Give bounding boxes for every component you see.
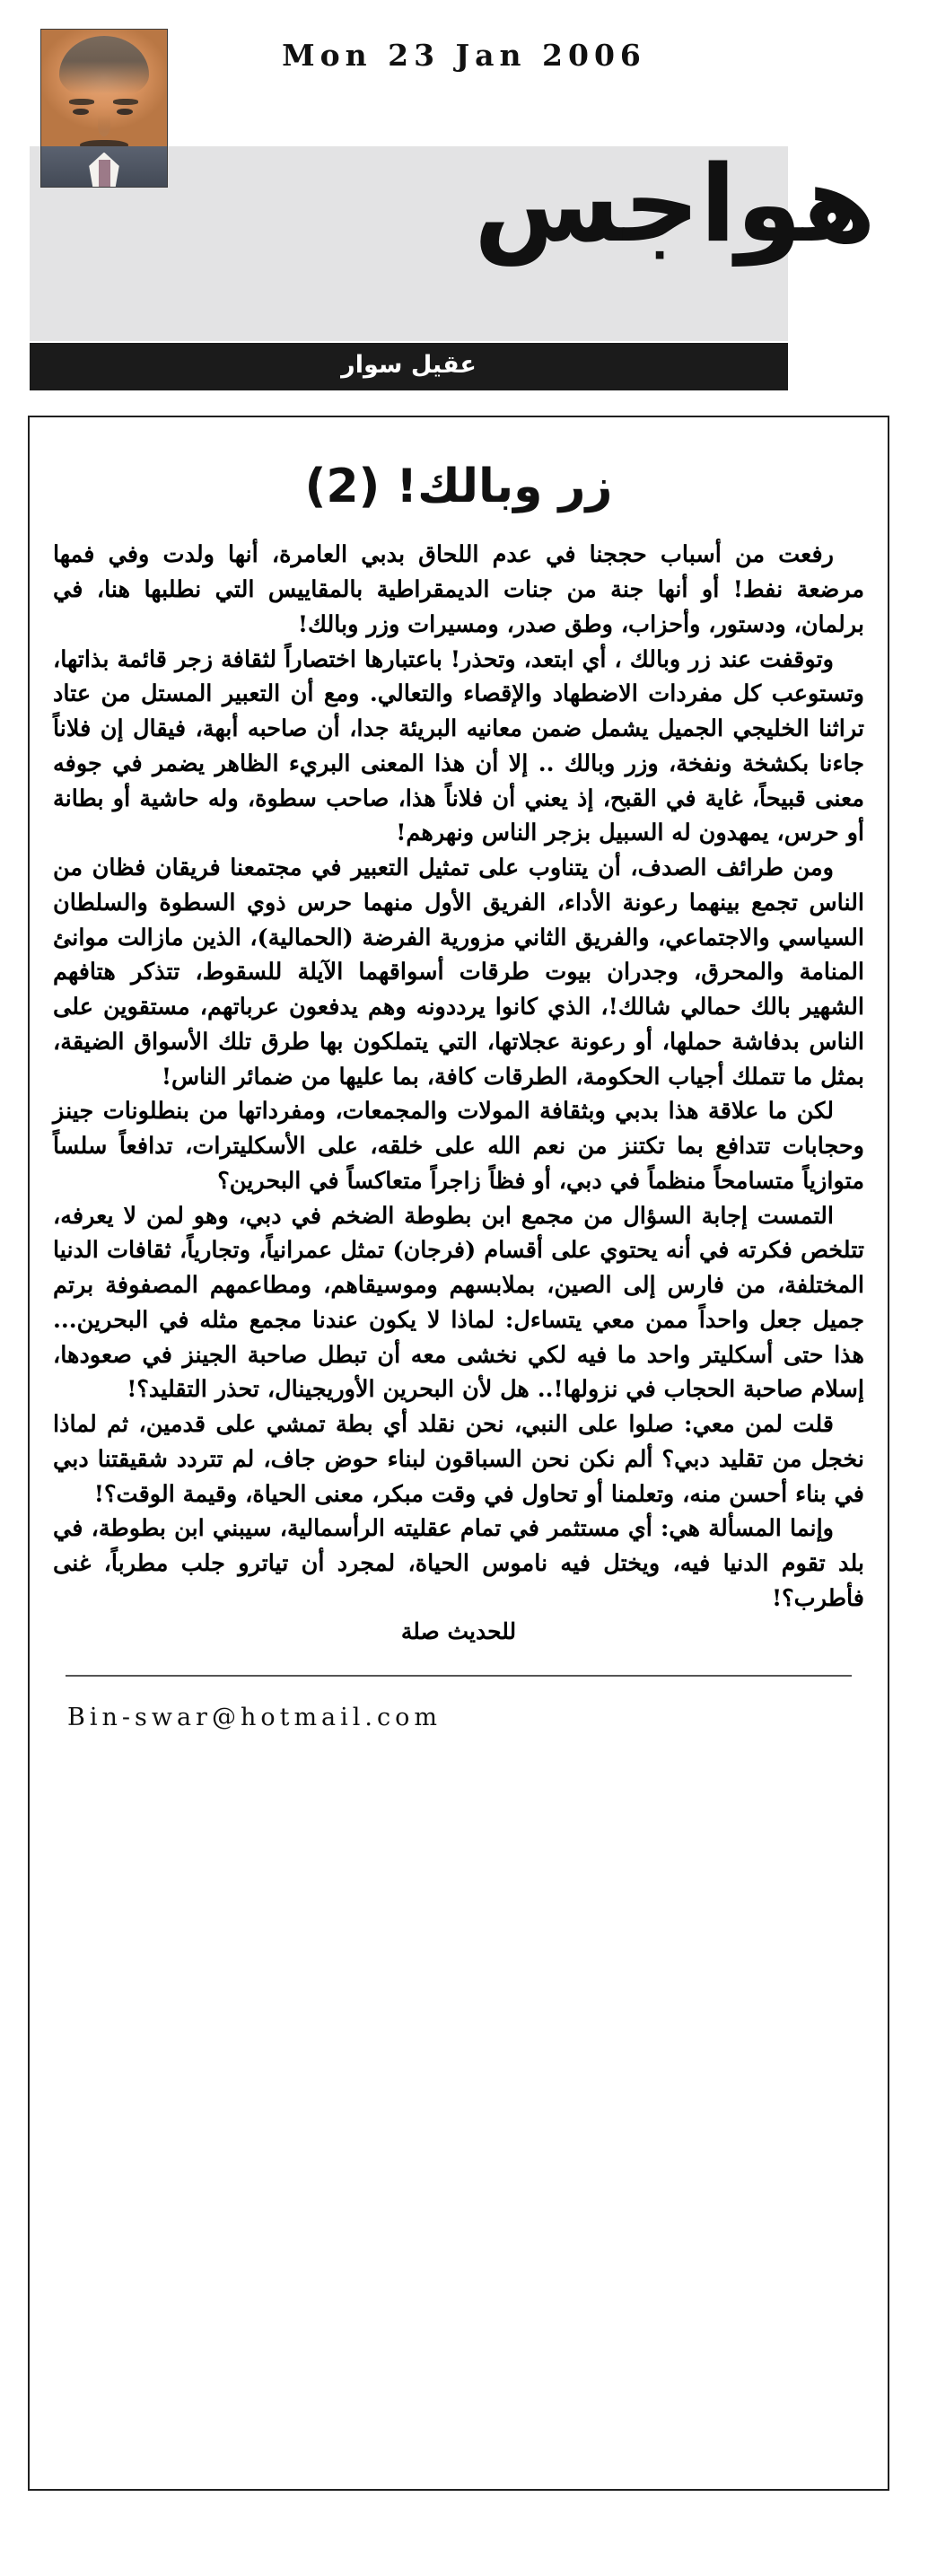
portrait-tie (99, 160, 110, 187)
author-portrait (40, 29, 168, 188)
continuation-note: للحديث صلة (400, 1617, 517, 1644)
article-paragraph: التمست إجابة السؤال من مجمع ابن بطوطة الضخم في دبي، وهو لمن لا يعرفه، تتلخص فكرته في أنه يحتوي على أقسام (فرجان) تمثل عمرانياً، وتجارياً، ثقافات الدنيا المختلفة، من فارس إلى الصين، بملابسهم وموسيقاهم، ومطاعمهم المصفوفة برتم جميل جعل واحداً ممن معي يتساءل: لماذا لا يكون عندنا مجمع مثله في البحرين... هذا حتى أسكليتر واحد ما فيه لكي نخشى معه أن تبطل صاحبة الجينز في صعودها، إسلام صاحبة الحجاب في نزولها!.. هل لأن البحرين الأوريجينال، تحذر التقليد؟! (53, 1202, 864, 1404)
masthead (0, 0, 928, 422)
article-box (28, 416, 889, 2491)
portrait-eyebrow-right (113, 99, 138, 105)
article-body (53, 538, 864, 1616)
portrait-nose (98, 116, 110, 136)
dateline: Mon 23 Jan 2006 (282, 38, 646, 73)
article-paragraph: ومن طرائف الصدف، أن يتناوب على تمثيل التعبير في مجتمعنا فريقان فظان من الناس تجمع بينهما رعونة الأداء، الفريق الأول منهما حرس ذوي السطوة والسلطان السياسي والاجتماعي، والفريق الثاني مزورية الفرضة (الحمالية)، الذين مازالت موانئ المنامة والمحرق، وجدران بيوت طرقات أسواقهما الآيلة للسقوط، تتذكر هتافهم الشهير بالك حمالي شالك!، الذي كانوا يرددونه وهم يدفعون عرباتهم، مستقوين على الناس بدفاشة حملها، أو رعونة عجلاتها، التي يتملكون بها طرق تلك الأسواق الضيقة، بمثل ما تتملك أجياب الحكومة، الطرقات كافة، بما عليها من ضمائر الناس! (53, 854, 864, 1091)
article-headline: زر وبالك! (2) (304, 460, 613, 513)
article-paragraph: لكن ما علاقة هذا بدبي وبثقافة المولات والمجمعات، ومفرداتها من بنطلونات جينز وحجابات تتدافع بما تكتنز من نعم الله على خلقه، على الأسكليترات، تدافعاً سلساً متوازياً متسامحاً منظماً في دبي، أو فظاً زاجراً متعاكساً في البحرين؟ (53, 1098, 864, 1195)
article-paragraph: رفعت من أسباب حججنا في عدم اللحاق بدبي العامرة، أنها ولدت وفي فمها مرضعة نفط! أو أنها جنة من جنات الديمقراطية بالمقاييس التي نطلبها هنا، في برلمان، ودستور، وأحزاب، وطق صدر، ومسيرات وزر وبالك! (53, 541, 864, 638)
author-name: عقيل سوار (341, 351, 477, 379)
portrait-eyebrow-left (69, 99, 94, 105)
article-paragraph: قلت لمن معي: صلوا على النبي، نحن نقلد أي بطة تمشي على قدمين، ثم لماذا نخجل من تقليد دبي؟ ألم نكن نحن السباقون لبناء حوض جاف، لم تتردد شقيقتنا دبي في بناء أحسن منه، وتعلمنا أو تحاول في وقت مبكر، معنى الحياة، وقيمة الوقت؟! (53, 1411, 864, 1508)
article-paragraph: وإنما المسألة هي: أي مستثمر في تمام عقليته الرأسمالية، سيبني ابن بطوطة، في بلد تقوم الدنيا فيه، ويختل فيه ناموس الحياة، لمجرد أن تياترو جلب مطرباً، غنى فأطرب؟! (53, 1515, 864, 1612)
byline-bar (30, 343, 788, 390)
author-email[interactable]: Bin-swar@hotmail.com (67, 1703, 442, 1731)
article-paragraph: وتوقفت عند زر وبالك ، أي ابتعد، وتحذر! باعتبارها اختصاراً لثقافة زجر قائمة بذاتها، وتستوعب كل مفردات الاضطهاد والإقصاء والتعالي. ومع أن التعبير المستل من عتاد تراثنا الخليجي الجميل يشمل ضمن معانيه البريئة جدا، أن صاحبه أبهة، فيقال إن فلاناً جاءنا بكشخة ونفخة، وزر وبالك .. إلا أن هذا المعنى البريء الظاهر يضمر في جوفه معنى قبيحاً، غاية في القبح، إذ يعني أن فلاناً هذا، صاحب سطوة، وله حاشية أو بطانة أو حرس، يمهدون له السبيل بزجر الناس ونهرهم! (53, 645, 864, 847)
column-logotype: هواجس (473, 142, 876, 266)
